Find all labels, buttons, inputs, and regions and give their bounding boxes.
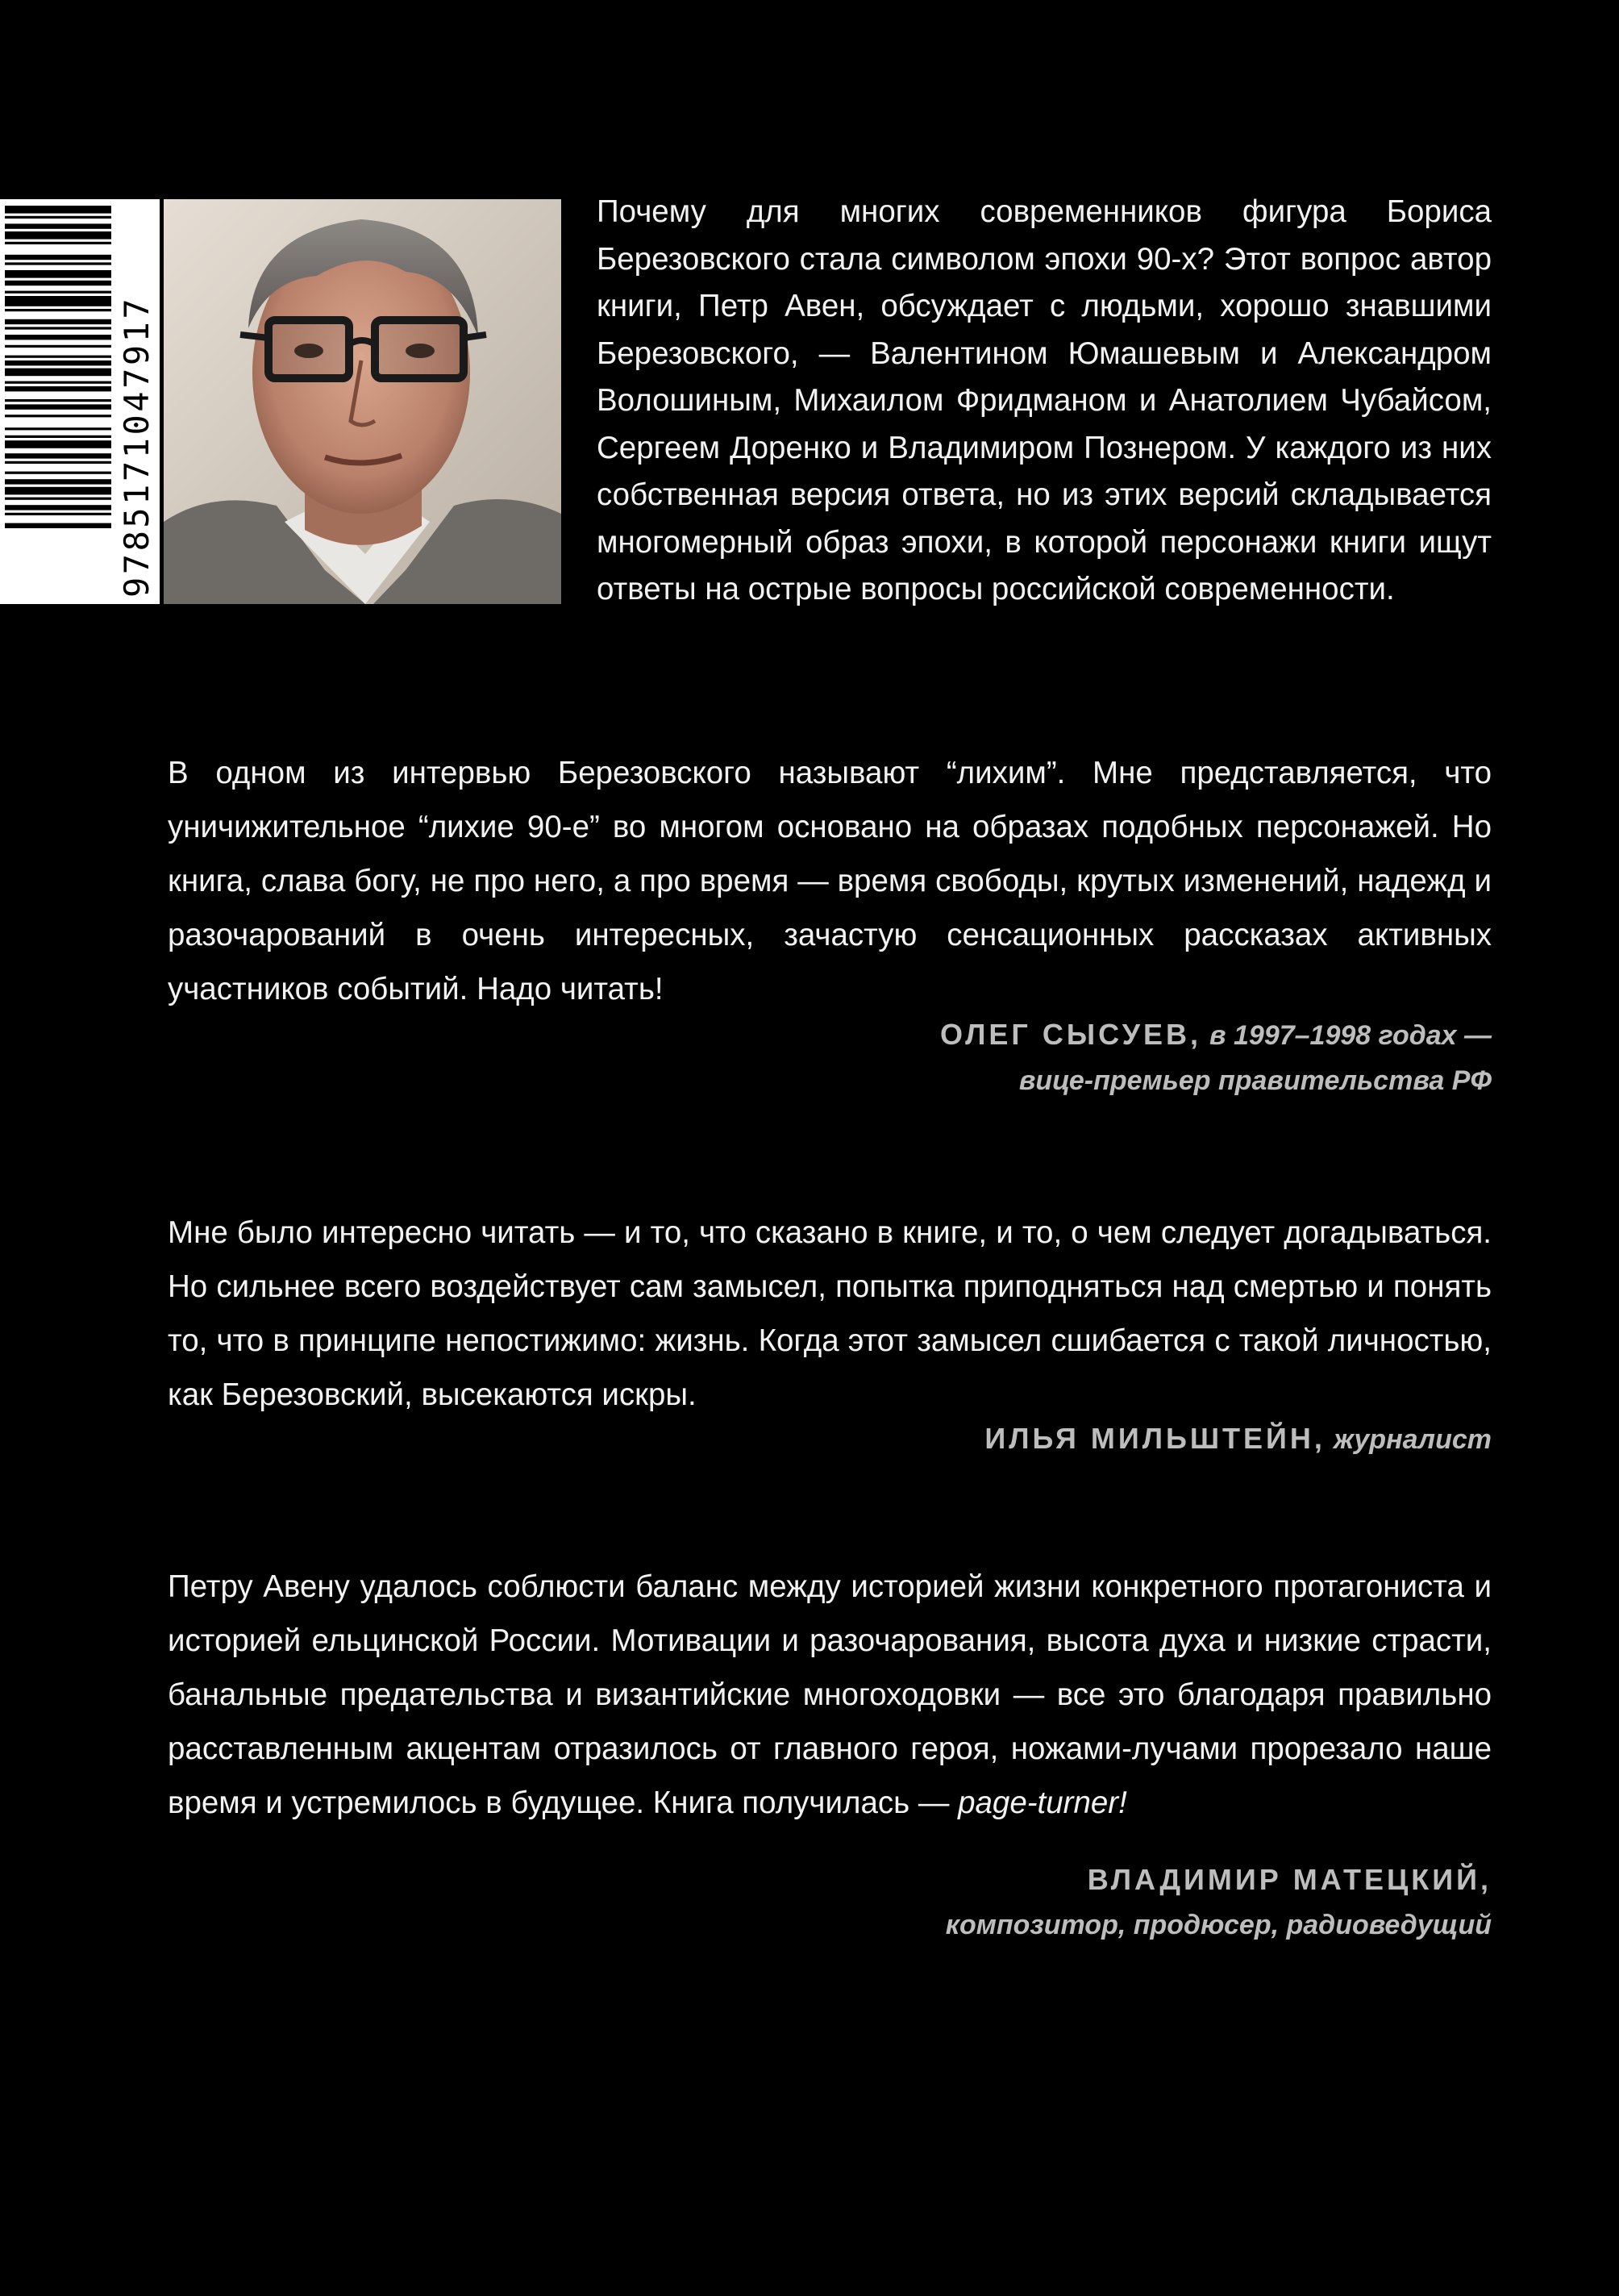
barcode-bar — [5, 291, 111, 294]
attribution-matetsky — [946, 1857, 1492, 1948]
barcode-bar — [5, 270, 111, 278]
barcode-bar — [5, 505, 111, 510]
barcode-bar — [5, 296, 111, 306]
blurb-emphasis: page-turner! — [958, 1786, 1127, 1820]
barcode-bar — [5, 369, 111, 377]
barcode-bar — [5, 319, 111, 324]
barcode-bar — [5, 427, 111, 430]
barcode-bar — [5, 487, 111, 495]
barcode-bar — [5, 479, 111, 484]
attribution-milshtein — [984, 1416, 1492, 1462]
barcode-bar — [5, 523, 111, 528]
barcode-bar — [5, 309, 111, 311]
barcode-bar — [5, 327, 111, 329]
attribution-role: журналист — [1333, 1424, 1492, 1455]
barcode-bar — [5, 404, 111, 409]
barcode-bar — [5, 386, 111, 391]
barcode-bar — [5, 472, 111, 474]
barcode-bar — [5, 345, 111, 348]
barcode-bar — [5, 255, 111, 260]
barcode-bar — [5, 513, 111, 515]
attribution-role-line2: вице-премьер правительства РФ — [1018, 1065, 1492, 1096]
barcode-bar — [5, 242, 111, 244]
barcode-bar — [5, 360, 111, 365]
attribution-name: ИЛЬЯ МИЛЬШТЕЙН, — [984, 1422, 1326, 1455]
barcode-bar — [5, 223, 111, 228]
barcode-bar — [5, 399, 111, 402]
blurb-sysuev: В одном из интервью Березовского называют “лихим”. Мне представляется, что уничижительное “лихие 90-е” во многом основано на образах подобных персонажей. Но книга, слава богу, не про него, а про время — время свободы, крутых изменений, надежд и разочарований в очень интересных, зачастую сенсационных рассказах активных участников событий. Надо читать! — [168, 756, 1492, 1006]
barcode-bar — [5, 216, 111, 219]
barcode-bar — [5, 262, 111, 265]
book-description: Почему для многих современников фигура Бориса Березовского стала символом эпохи 90-х? Этот вопрос автор книги, Петр Авен, обсуждает с людьми, хорошо знавшими Березовского, — Валентином Юмашевым и Александром Волошиным, Михаилом Фридманом и Анатолием Чубайсом, Сергеем Доренко и Владимиром Познером. У каждого из них собственная версия ответа, но из этих версий складывается многомерный образ эпохи, в которой персонажи книги ищут ответы на острые вопросы российской современности. — [597, 194, 1492, 606]
attribution-role: композитор, продюсер, радиоведущий — [945, 1910, 1492, 1940]
barcode-bar — [5, 498, 111, 500]
barcode-bar — [5, 356, 111, 358]
attribution-name: ВЛАДИМИР МАТЕЦКИЙ, — [1087, 1863, 1492, 1896]
blurb-milshtein: Мне было интересно читать — и то, что сказано в книге, и то, о чем следует догадываться. Но сильнее всего воздействует сам замысел, попытка приподняться над смертью и понять то, что в принципе непостижимо: жизнь. Когда этот замысел сшибается с такой личностью, как Березовский, высекаются искры. — [168, 1215, 1492, 1412]
barcode-bar — [5, 381, 111, 384]
barcode-bars — [0, 199, 113, 604]
barcode-bar — [5, 206, 111, 214]
author-portrait — [164, 199, 561, 604]
barcode-bar — [5, 281, 111, 285]
attribution-role: в 1997–1998 годах — — [1209, 1020, 1492, 1051]
barcode-bar — [5, 440, 111, 448]
attribution-name: ОЛЕГ СЫСУЕВ, — [940, 1018, 1202, 1051]
portrait-image — [164, 199, 561, 604]
barcode-bar — [5, 453, 111, 458]
barcode-bar — [5, 231, 111, 240]
barcode-bar — [5, 415, 111, 417]
barcode-digits: 9785171047917 — [117, 295, 156, 598]
attribution-sysuev — [940, 1012, 1492, 1103]
blurb-matetsky — [168, 1560, 1492, 1830]
isbn-barcode — [0, 199, 160, 604]
barcode-bar — [5, 335, 111, 340]
barcode-bar — [5, 461, 111, 464]
blurb-text: Петру Авену удалось соблюсти баланс между историей жизни конкретного протагониста и историей ельцинской России. Мотивации и разочарования, высота духа и низкие страсти, банальные предательства и византийские многоходовки — все это благодаря правильно расставленным акцентам отразилось от главного героя, ножами-лучами прорезало наше время и устремилось в будущее. Книга получилась — — [168, 1569, 1492, 1820]
barcode-bar — [5, 435, 111, 438]
